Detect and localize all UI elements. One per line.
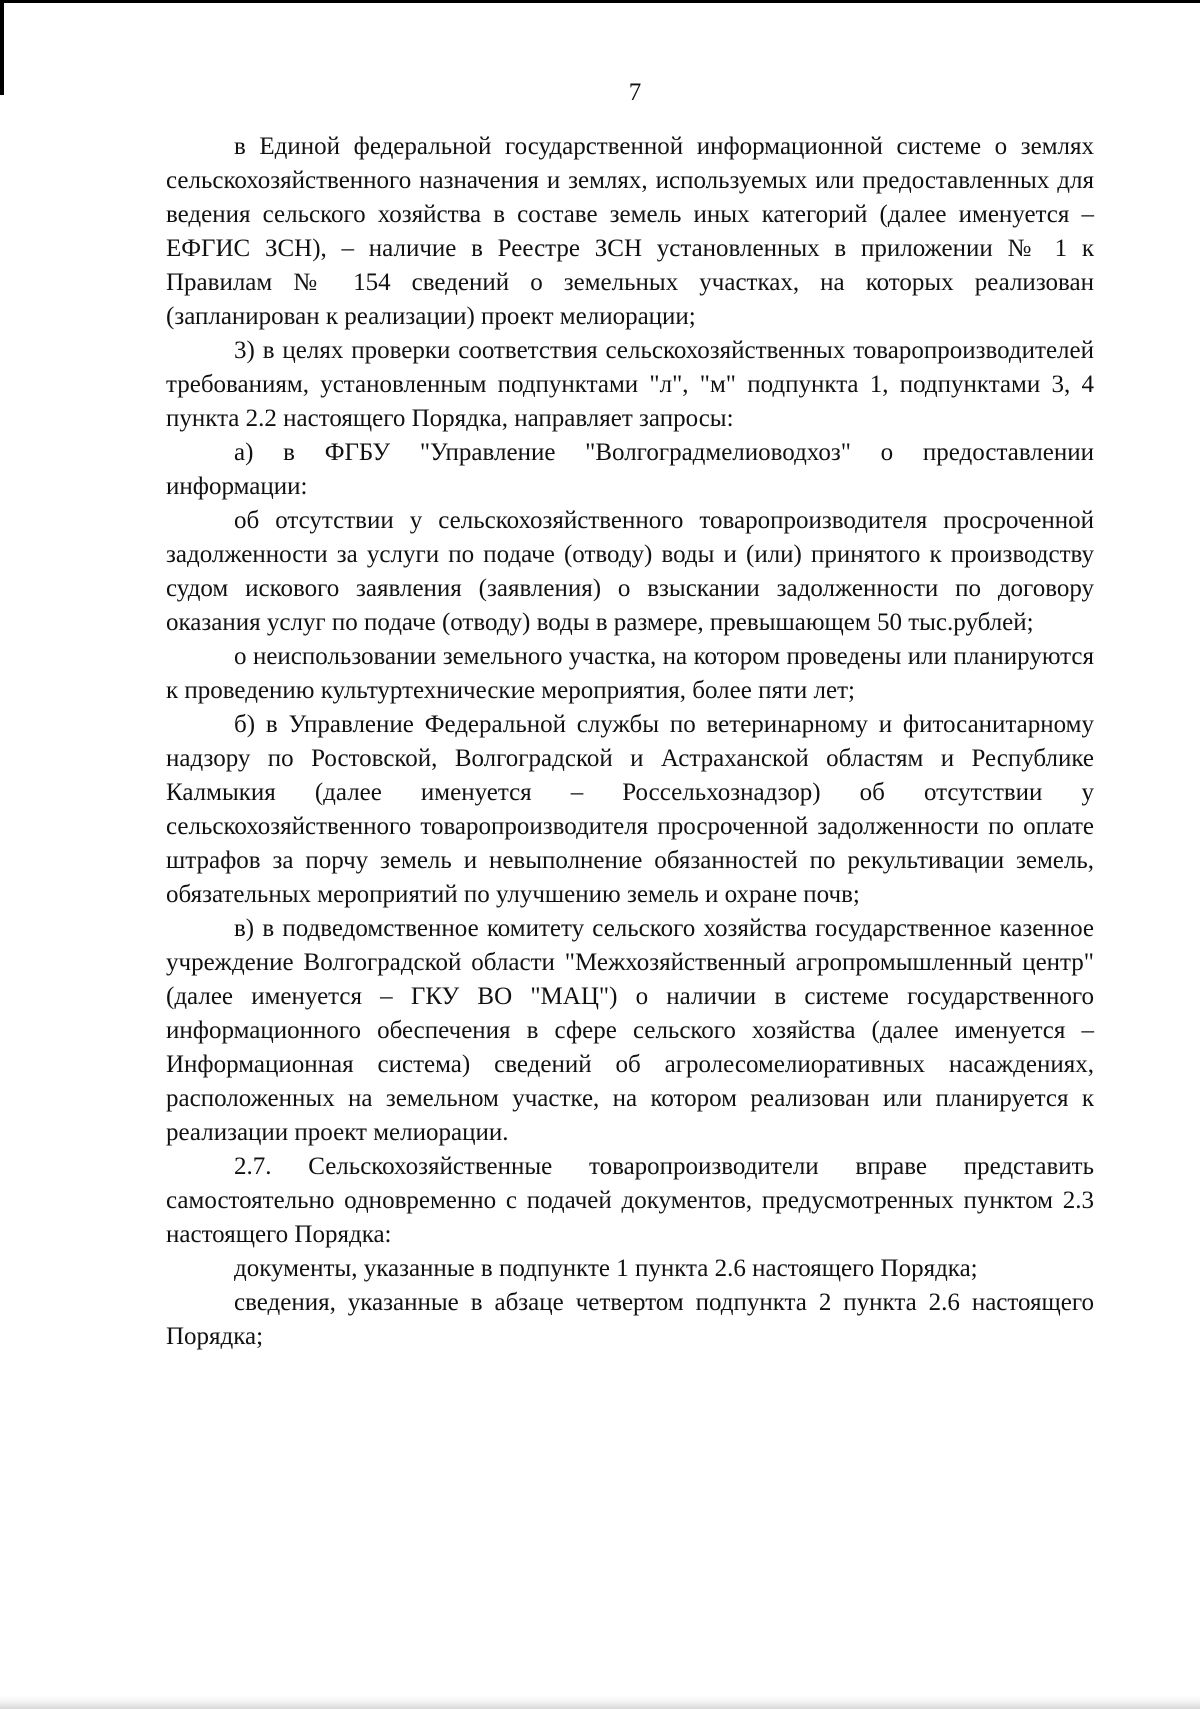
paragraph-land-unused: о неиспользовании земельного участка, на котором проведены или планируются к проведению культуртехнические мероприятия, более пяти лет;	[166, 643, 1094, 704]
scan-edge-bottom	[0, 1695, 1200, 1709]
paragraph-item-a-fgbu: а) в ФГБУ "Управление "Волгоградмелиоводхоз" о предоставлении информации:	[166, 439, 1094, 500]
paragraph-documents: документы, указанные в подпункте 1 пункта 2.6 настоящего Порядка;	[234, 1255, 978, 1282]
document-body	[166, 130, 1094, 1354]
paragraph-item-v-gku-mac: в) в подведомственное комитету сельского хозяйства государственное казенное учреждение Волгоградской области "Межхозяйственный агропромышленный центр" (далее именуется – ГКУ ВО "МАЦ") о наличии в системе государственного информационного обеспечения в сфере сельского хозяйства (далее именуется – Информационная система) сведений об агролесомелиоративных насаждениях, расположенных на земельном участке, на котором реализован или планируется к реализации проект мелиорации.	[166, 915, 1094, 1146]
paragraph-section-2-7: 2.7. Сельскохозяйственные товаропроизводители вправе представить самостоятельно одновременно с подачей документов, предусмотренных пунктом 2.3 настоящего Порядка:	[166, 1153, 1094, 1248]
paragraph-item-3-requests: 3) в целях проверки соответствия сельскохозяйственных товаропроизводителей требованиям, установленным подпунктами "л", "м" подпункта 1, подпунктами 3, 4 пункта 2.2 настоящего Порядка, направляет запросы:	[166, 337, 1094, 432]
paragraph-information: сведения, указанные в абзаце четвертом подпункта 2 пункта 2.6 настоящего Порядка;	[166, 1289, 1094, 1350]
paragraph-item-b-rosselkhoznadzor: б) в Управление Федеральной службы по ветеринарному и фитосанитарному надзору по Ростовской, Волгоградской и Астраханской областям и Республике Калмыкия (далее именуется – Россельхознадзор) об отсутствии у сельскохозяйственного товаропроизводителя просроченной задолженности по оплате штрафов за порчу земель и невыполнение обязанностей по рекультивации земель, обязательных мероприятий по улучшению земель и охране почв;	[166, 711, 1094, 908]
scan-edge-top	[0, 0, 1200, 3]
paragraph-egfis: в Единой федеральной государственной информационной системе о землях сельскохозяйственного назначения и землях, используемых или предоставленных для ведения сельского хозяйства в составе земель иных категорий (далее именуется – ЕФГИС ЗСН), – наличие в Реестре ЗСН установленных в приложении № 1 к Правилам № 154 сведений о земельных участках, на которых реализован (запланирован к реализации) проект мелиорации;	[166, 133, 1094, 330]
page-number: 7	[628, 79, 642, 106]
paragraph-water-debt: об отсутствии у сельскохозяйственного товаропроизводителя просроченной задолженности за услуги по подаче (отводу) воды и (или) принятого к производству судом искового заявления (заявления) о взыскании задолженности по договору оказания услуг по подаче (отводу) воды в размере, превышающем 50 тыс.рублей;	[166, 507, 1094, 636]
